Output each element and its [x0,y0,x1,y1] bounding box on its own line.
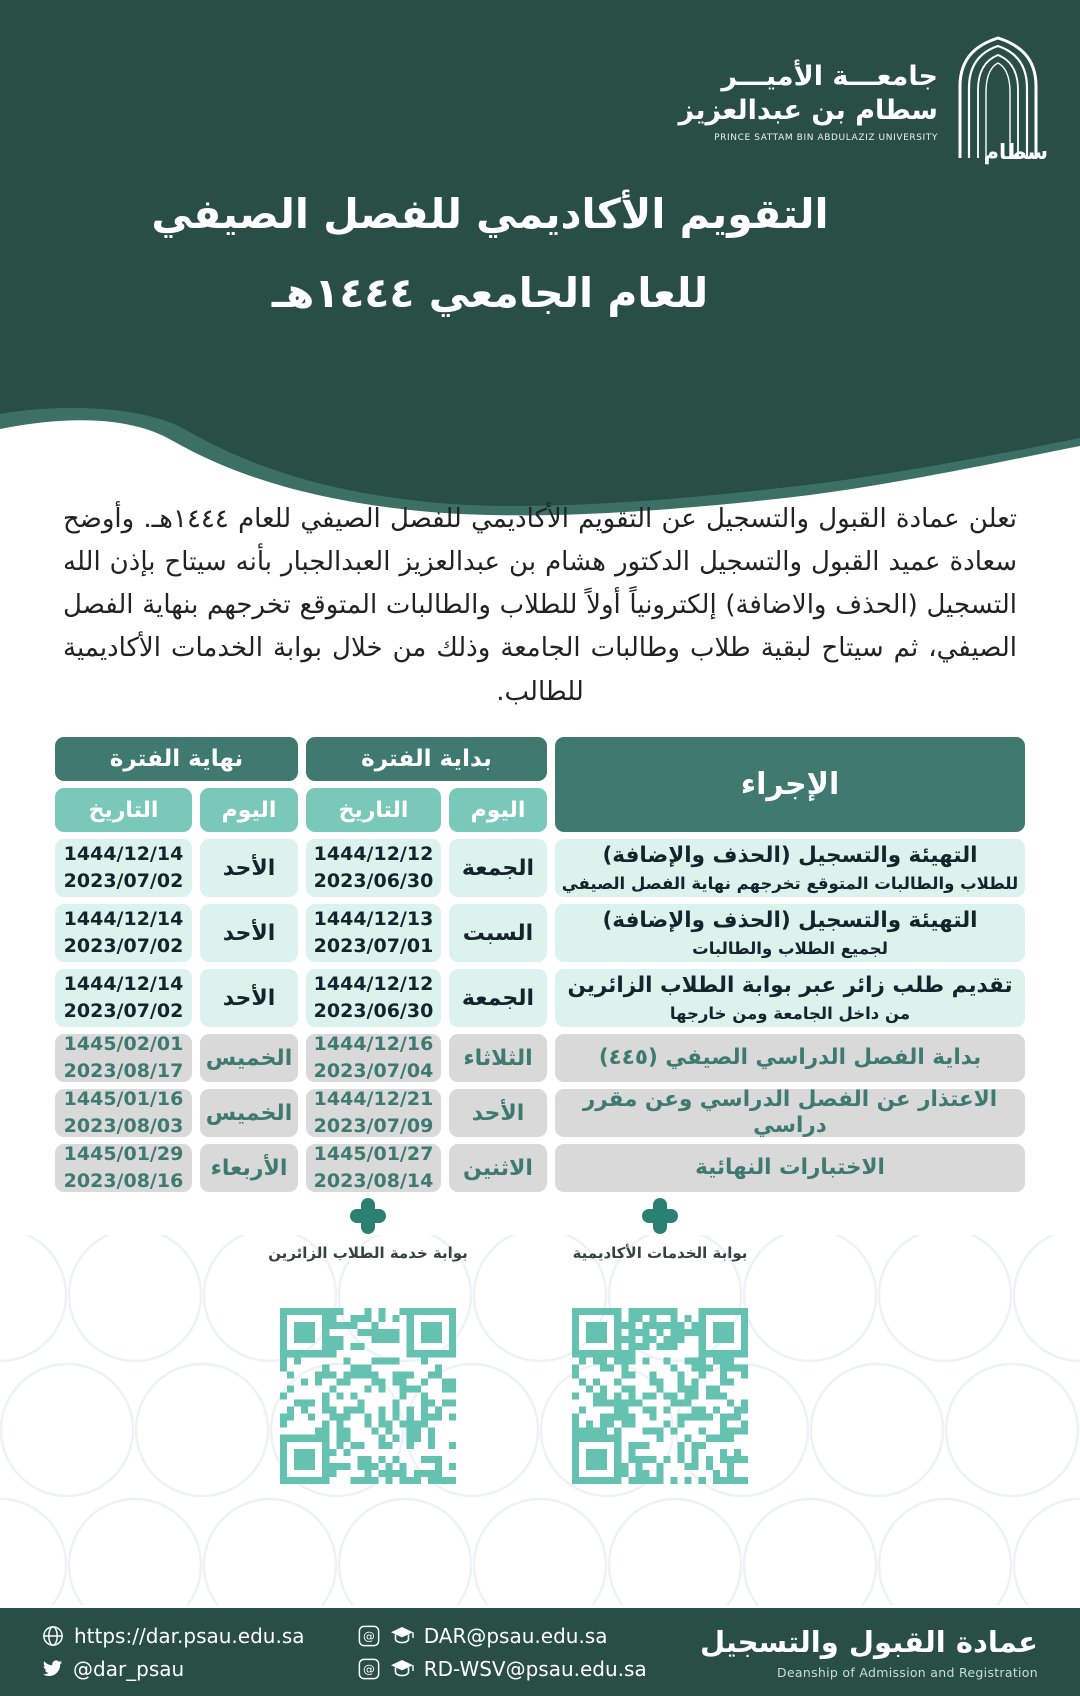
website-row [42,1624,305,1648]
graduation-cap-icon [390,1626,414,1646]
page-title [0,192,980,317]
start-date-cell: 1445/01/27 2023/08/14 [306,1144,441,1192]
end-date-cell: 1444/12/14 2023/07/02 [55,904,192,962]
start-date-cell: 1444/12/21 2023/07/09 [306,1089,441,1137]
plus-icon [350,1198,386,1234]
procedure-cell: بداية الفصل الدراسي الصيفي (٤٤٥) [555,1034,1025,1082]
procedure-cell: التهيئة والتسجيل (الحذف والإضافة) للطلاب والطالبات المتوقع تخرجهم نهاية الفصل الصيفي [555,839,1025,897]
logo-wordmark: سطام [983,140,1048,164]
visitor-portal-group [248,1198,488,1484]
svg-text:@: @ [362,1661,375,1676]
start-date-cell: 1444/12/13 2023/07/01 [306,904,441,962]
table-header-start-period: بداية الفترة [306,737,547,781]
deanship-name-arabic: عمادة القبول والتسجيل [699,1624,1038,1659]
email-at-icon [358,1658,380,1680]
end-day-cell: الخميس [200,1034,298,1082]
start-day-cell: الاثنين [449,1144,547,1192]
end-day-cell: الأحد [200,969,298,1027]
logo-text [679,60,938,143]
table-subheader-end-day: اليوم [200,788,298,832]
twitter-handle[interactable]: @dar_psau [73,1656,185,1681]
logo-arch-icon [952,34,1048,164]
end-date-cell: 1444/12/14 2023/07/02 [55,839,192,897]
end-date-cell: 1444/12/14 2023/07/02 [55,969,192,1027]
email-row-2 [358,1657,647,1681]
end-day-cell: الخميس [200,1089,298,1137]
visitor-portal-label: بوابة خدمة الطلاب الزائرين [268,1244,468,1262]
start-day-cell: الأحد [449,1089,547,1137]
globe-icon [42,1625,64,1647]
academic-portal-label: بوابة الخدمات الأكاديمية [572,1244,748,1262]
visitor-portal-qr-code [280,1308,456,1484]
start-date-cell: 1444/12/12 2023/06/30 [306,839,441,897]
university-logo [678,34,1048,164]
table-header-procedure: الإجراء [555,737,1025,832]
deanship-block [700,1625,1038,1680]
end-day-cell: الأحد [200,904,298,962]
email-row-1 [358,1624,647,1648]
end-day-cell: الأربعاء [200,1144,298,1192]
table-subheader-end-date: التاريخ [55,788,192,832]
start-date-cell: 1444/12/16 2023/07/04 [306,1034,441,1082]
table-subheader-start-date: التاريخ [306,788,441,832]
procedure-cell: الاختبارات النهائية [555,1144,1025,1192]
start-date-cell: 1444/12/12 2023/06/30 [306,969,441,1027]
procedure-cell: تقديم طلب زائر عبر بوابة الطلاب الزائرين من داخل الجامعة ومن خارجها [555,969,1025,1027]
academic-portal-qr-code [572,1308,748,1484]
academic-portal-group [540,1198,780,1484]
email-link-1[interactable]: DAR@psau.edu.sa [423,1623,608,1648]
footer [0,1608,1080,1696]
page-title-line1: التقويم الأكاديمي للفصل الصيفي [151,190,829,238]
procedure-cell: التهيئة والتسجيل (الحذف والإضافة) لجميع الطلاب والطالبات [555,904,1025,962]
end-date-cell: 1445/01/16 2023/08/03 [55,1089,192,1137]
graduation-cap-icon [390,1659,414,1679]
end-date-cell: 1445/02/01 2023/08/17 [55,1034,192,1082]
footer-emails [358,1624,647,1681]
intro-paragraph: تعلن عمادة القبول والتسجيل عن التقويم الأكاديمي للفصل الصيفي للعام ١٤٤٤هـ. وأوضح سعادة عميد القبول والتسجيل الدكتور هشام بن عبدالعزيز العبدالجبار بأنه سيتاح بإذن الله التسجيل (الحذف والاضافة) إلكترونياً أولاً للطلاب والطالبات المتوقع تخرجهم بنهاية الفصل الصيفي، ثم سيتاح لبقية طلاب وطالبات الجامعة وذلك من خلال بوابة الخدمات الأكاديمية للطالب. [63,504,1017,707]
table-header-end-period: نهاية الفترة [55,737,298,781]
start-day-cell: الجمعة [449,969,547,1027]
logo-name-arabic-1: جامعـــة الأميـــر [721,61,938,92]
twitter-row [42,1657,305,1681]
email-at-icon [358,1625,380,1647]
plus-icon [642,1198,678,1234]
start-day-cell: السبت [449,904,547,962]
twitter-icon [42,1658,63,1679]
website-link[interactable]: https://dar.psau.edu.sa [74,1623,305,1648]
logo-name-arabic-2: سطام بن عبدالعزيز [678,94,938,126]
page-title-line2: للعام الجامعي ١٤٤٤هـ [271,269,709,318]
table-subheader-start-day: اليوم [449,788,547,832]
procedure-cell: الاعتذار عن الفصل الدراسي وعن مقرر دراسي [555,1089,1025,1137]
email-link-2[interactable]: RD-WSV@psau.edu.sa [423,1656,647,1681]
end-day-cell: الأحد [200,839,298,897]
start-day-cell: الجمعة [449,839,547,897]
footer-links [42,1624,305,1681]
logo-name-english: PRINCE SATTAM BIN ABDULAZIZ UNIVERSITY [714,132,938,143]
end-date-cell: 1445/01/29 2023/08/16 [55,1144,192,1192]
deanship-name-english: Deanship of Admission and Registration [777,1664,1038,1680]
calendar-table [55,737,1025,1192]
start-day-cell: الثلاثاء [449,1034,547,1082]
svg-text:@: @ [362,1628,375,1643]
